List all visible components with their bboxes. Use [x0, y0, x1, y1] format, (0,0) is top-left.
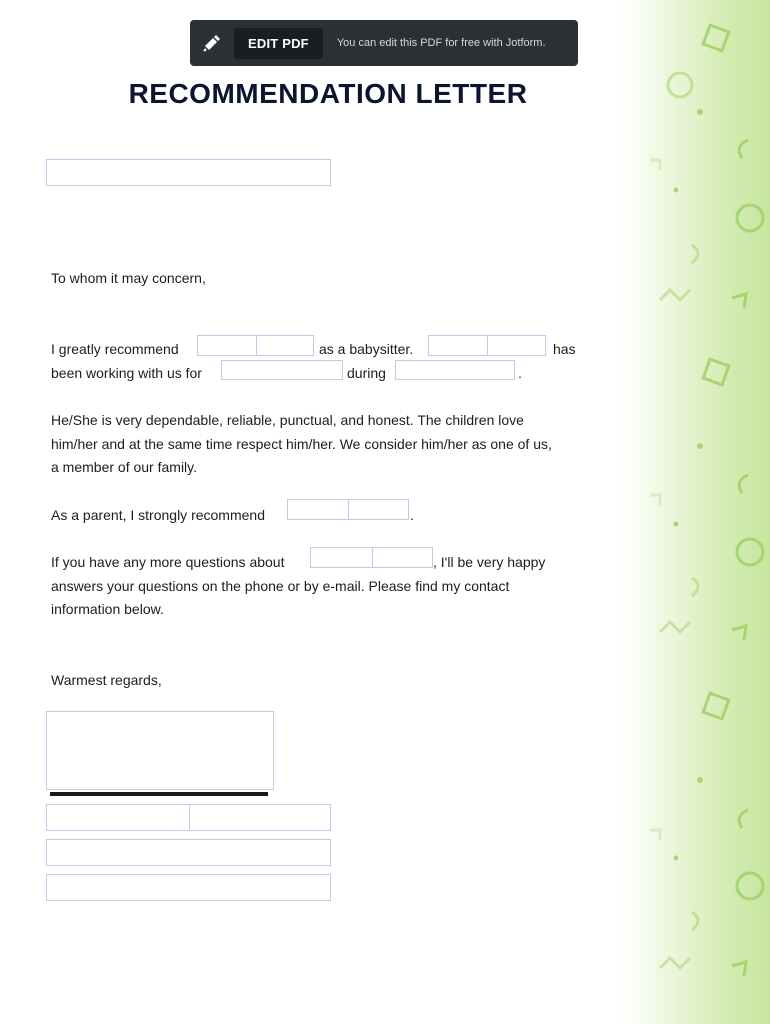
p1-text-a: I greatly recommend [51, 341, 179, 357]
p3-text-b: . [410, 507, 414, 523]
p4-text-a: If you have any more questions about [51, 554, 285, 570]
p2-line-2: him/her and at the same time respect him/her. We consider him/her as one of us, [51, 436, 552, 452]
closing-text: Warmest regards, [51, 672, 162, 688]
p1-text-b: as a babysitter. [319, 341, 414, 357]
date-field[interactable] [46, 159, 331, 186]
p1-text-f: . [518, 365, 522, 381]
edit-pdf-button[interactable]: EDIT PDF [234, 28, 323, 59]
page-title: RECOMMENDATION LETTER [128, 78, 528, 109]
p4-text-b: , I'll be very happy [433, 554, 546, 570]
contact-field-1[interactable] [46, 839, 331, 866]
p2-line-3: a member of our family. [51, 459, 198, 475]
full-name-field[interactable] [46, 804, 331, 831]
questions-name-field[interactable] [310, 547, 433, 568]
p4-line-3: information below. [51, 601, 164, 617]
greeting-text: To whom it may concern, [51, 270, 206, 286]
edit-pdf-banner [190, 20, 578, 66]
p1-text-c: has [553, 341, 576, 357]
contact-field-2[interactable] [46, 874, 331, 901]
p4-line-2: answers your questions on the phone or by e-mail. Please find my contact [51, 578, 510, 594]
pattern-decoration [620, 0, 770, 1024]
recommend-name-field[interactable] [287, 499, 409, 520]
banner-message: You can edit this PDF for free with Jotform. [336, 37, 546, 49]
pen-icon [196, 20, 228, 66]
p1-text-d: been working with us for [51, 365, 202, 381]
p2-line-1: He/She is very dependable, reliable, punctual, and honest. The children love [51, 412, 524, 428]
decorative-sidebar [620, 0, 770, 1024]
babysitter-name-field[interactable] [197, 335, 314, 356]
duration-field[interactable] [221, 360, 343, 380]
p1-text-e: during [347, 365, 386, 381]
period-field[interactable] [395, 360, 515, 380]
signature-line [50, 792, 268, 796]
p3-text-a: As a parent, I strongly recommend [51, 507, 265, 523]
signature-box[interactable] [46, 711, 274, 790]
babysitter-name-field-2[interactable] [428, 335, 546, 356]
